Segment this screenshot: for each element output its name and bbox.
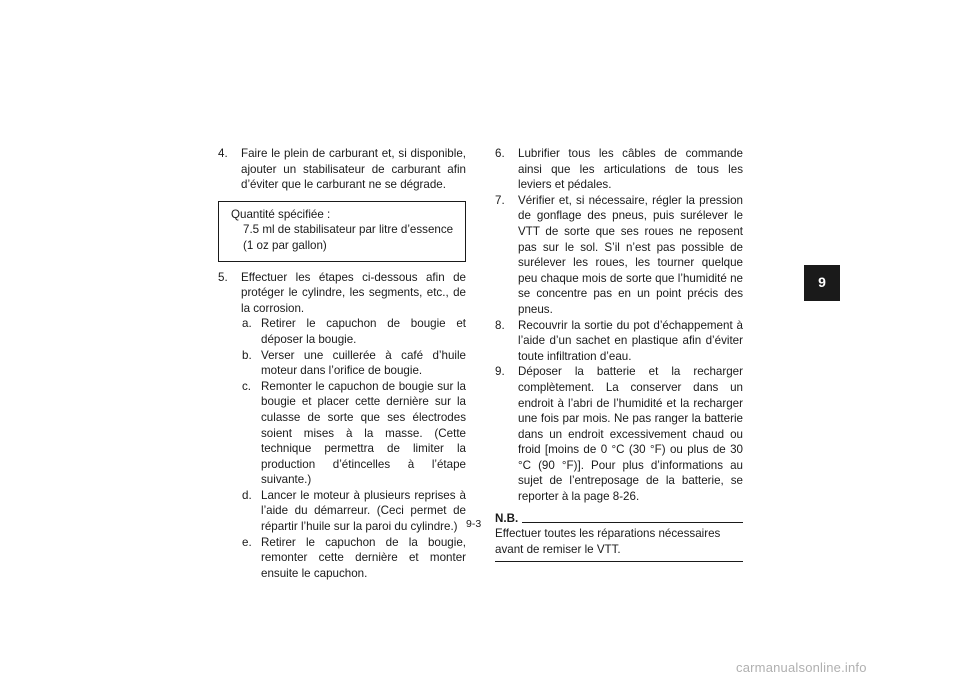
step-6 xyxy=(495,146,743,193)
right-column xyxy=(495,146,743,562)
step-text: Lubrifier tous les câbles de commande ainsi que les articulations de tous les leviers et pédales. xyxy=(518,147,743,192)
substep-letter: a. xyxy=(242,317,252,331)
left-column xyxy=(218,146,466,581)
step-8 xyxy=(495,318,743,365)
step-number: 4. xyxy=(218,147,228,160)
spec-value: 7.5 ml de stabilisateur par litre d’essence (1 oz par gallon) xyxy=(243,223,454,252)
step-5 xyxy=(218,270,466,317)
note-top-rule xyxy=(522,522,743,523)
step-9 xyxy=(495,364,743,504)
substep-letter: e. xyxy=(242,535,252,549)
note-block xyxy=(495,511,743,563)
substep-b xyxy=(218,348,466,379)
step-text: Vérifier et, si nécessaire, régler la pression de gonflage des pneus, puis surélever le VTT de sorte que ses roues ne reposent pas sur le sol. S’il n’est pas possible de surélever les roues, les tourner quelque peu chaque mois de sorte que l’humidité ne se concentre pas en un point précis des pneus. xyxy=(518,193,743,316)
step-number: 7. xyxy=(495,193,505,207)
spec-label: Quantité spécifiée : xyxy=(231,207,331,221)
note-text: Effectuer toutes les réparations nécessaires avant de remiser le VTT. xyxy=(495,527,721,556)
step-number: 8. xyxy=(495,318,505,332)
substep-text: Remonter le capuchon de bougie sur la bougie et placer cette dernière sur la culasse de sorte que ses électrodes soient mises à la masse. (Cette technique permettra de limiter la production d’étincelles à l’étape suivante.) xyxy=(261,379,466,487)
note-bottom-rule xyxy=(495,561,743,562)
substep-text: Retirer le capuchon de la bougie, remonter cette dernière et monter ensuite le capuchon. xyxy=(261,535,466,580)
section-tab: 9 xyxy=(804,265,840,301)
substep-text: Lancer le moteur à plusieurs reprises à l’aide du démarreur. (Ceci permet de répartir l’huile sur la paroi du cylindre.) xyxy=(261,488,466,534)
substep-e xyxy=(218,535,466,582)
substep-d xyxy=(218,488,466,535)
substep-letter: c. xyxy=(242,379,252,393)
specification-box xyxy=(218,201,466,262)
step-text: Faire le plein de carburant et, si disponible, ajouter un stabilisateur de carburant afin d’éviter que le carburant ne se dégrade. xyxy=(241,147,466,192)
page-number: 9-3 xyxy=(466,518,482,530)
substep-text: Verser une cuillerée à café d’huile moteur dans l’orifice de bougie. xyxy=(261,348,466,378)
step-number: 9. xyxy=(495,365,505,379)
substep-letter: b. xyxy=(242,348,252,362)
step-4 xyxy=(218,146,466,193)
step-text: Déposer la batterie et la recharger complètement. La conserver dans un endroit à l’abri de l’humidité et la recharger une fois par mois. Ne pas ranger la batterie dans un endroit excessivement chaud ou froid [moins de 0 °C (30 °F) ou plus de 30 °C (90 °F)]. Pour plus d’informations au sujet de l’entreposage de la batterie, se reporter à la page 8-26. xyxy=(518,365,743,504)
step-text: Recouvrir la sortie du pot d’échappement à l’aide d’un sachet en plastique afin d’éviter toute infiltration d’eau. xyxy=(518,318,743,363)
substep-a xyxy=(218,316,466,347)
substep-text: Retirer le capuchon de bougie et déposer la bougie. xyxy=(261,317,466,346)
step-number: 5. xyxy=(218,270,228,284)
substep-letter: d. xyxy=(242,488,252,502)
substep-c xyxy=(218,379,466,488)
step-7 xyxy=(495,193,743,318)
note-header xyxy=(495,511,743,527)
note-label: N.B. xyxy=(495,511,519,525)
step-number: 6. xyxy=(495,147,505,160)
watermark: carmanualsonline.info xyxy=(736,660,867,675)
step-text: Effectuer les étapes ci-dessous afin de protéger le cylindre, les segments, etc., de la corrosion. xyxy=(241,270,466,315)
